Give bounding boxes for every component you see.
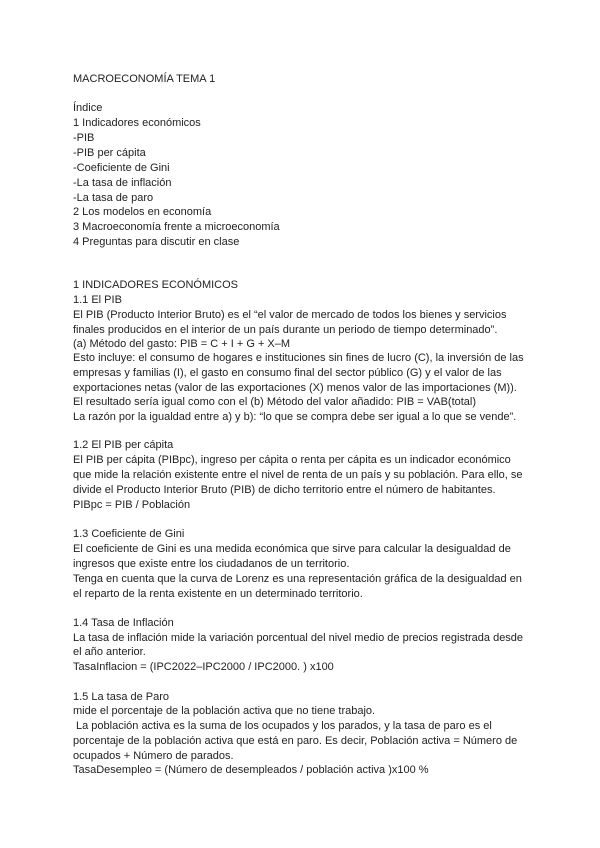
pibpc-text-line: El PIB per cápita (PIBpc), ingreso per cápita o renta per cápita es un indicador económico	[73, 454, 511, 466]
index-item: 4 Preguntas para discutir en clase	[73, 236, 240, 248]
pib-heading: 1.1 El PIB	[73, 294, 122, 306]
section-title: 1 INDICADORES ECONÓMICOS	[73, 279, 239, 291]
index-item: -PIB per cápita	[73, 147, 146, 159]
index-item: -Coeficiente de Gini	[73, 162, 170, 174]
pib-text-line: El PIB (Producto Interior Bruto) es el “el valor de mercado de todos los bienes y servicios	[73, 309, 507, 321]
paro-formula: TasaDesempleo = (Número de desempleados / población activa )x100 %	[73, 764, 429, 776]
pibpc-text-line: divide el Producto Interior Bruto (PIB) de dicho territorio entre el número de habitantes.	[73, 484, 496, 496]
pib-text-line: Esto incluye: el consumo de hogares e instituciones sin fines de lucro (C), la inversión de las	[73, 352, 524, 364]
pib-formula-gasto: (a) Método del gasto: PIB = C + I + G + X–M	[73, 338, 291, 350]
pibpc-text-line: que mide la relación existente entre el nivel de renta de un país y su población. Para ello, se	[73, 469, 523, 481]
paro-text-line: mide el porcentaje de la población activa que no tiene trabajo.	[73, 705, 376, 717]
pibpc-formula: PIBpc = PIB / Población	[73, 499, 191, 511]
inflacion-heading: 1.4 Tasa de Inflación	[73, 617, 174, 629]
paro-text-line: La población activa es la suma de los ocupados y los parados, y la tasa de paro es el	[76, 720, 492, 732]
inflacion-text-line: La tasa de inflación mide la variación porcentual del nivel medio de precios registrada desde	[73, 632, 524, 644]
pib-text-line: empresas y familias (I), el gasto en consumo final del sector público (G) y el valor de las	[73, 367, 502, 379]
gini-text-line: el reparto de la renta existente en un determinado territorio.	[73, 588, 363, 600]
document-title: MACROECONOMÍA TEMA 1	[73, 73, 216, 85]
pib-text-line: exportaciones netas (valor de las exportaciones (X) menos valor de las importaciones (M)).	[73, 382, 517, 394]
index-item: 2 Los modelos en economía	[73, 206, 212, 218]
pibpc-heading: 1.2 El PIB per cápita	[73, 439, 174, 451]
index-item: 1 Indicadores económicos	[73, 117, 201, 129]
pib-text-line: El resultado sería igual como con el (b) Método del valor añadido: PIB = VAB(total)	[73, 396, 477, 408]
paro-heading: 1.5 La tasa de Paro	[73, 691, 170, 703]
inflacion-formula: TasaInflacion = (IPC2022–IPC2000 / IPC2000. ) x100	[73, 661, 334, 673]
pib-text-line: finales producidos en el interior de un país durante un periodo de tiempo determinado”.	[73, 324, 498, 336]
gini-text-line: ingresos que existe entre los ciudadanos de un territorio.	[73, 558, 350, 570]
paro-text-line: ocupados + Número de parados.	[73, 750, 234, 762]
pib-text-line: La razón por la igualdad entre a) y b): “lo que se compra debe ser igual a lo que se vende”.	[73, 411, 517, 423]
gini-heading: 1.3 Coeficiente de Gini	[73, 528, 185, 540]
gini-text-line: Tenga en cuenta que la curva de Lorenz es una representación gráfica de la desigualdad en	[73, 573, 522, 585]
index-item: 3 Macroeconomía frente a microeconomía	[73, 221, 280, 233]
index-item: -La tasa de paro	[73, 192, 154, 204]
index-item: -La tasa de inflación	[73, 177, 172, 189]
index-heading: Índice	[73, 102, 103, 114]
inflacion-text-line: el año anterior.	[73, 646, 146, 658]
paro-text-line: porcentaje de la población activa que está en paro. Es decir, Población activa = Número de	[73, 735, 518, 747]
index-item: -PIB	[73, 132, 95, 144]
gini-text-line: El coeficiente de Gini es una medida económica que sirve para calcular la desigualdad de	[73, 543, 511, 555]
